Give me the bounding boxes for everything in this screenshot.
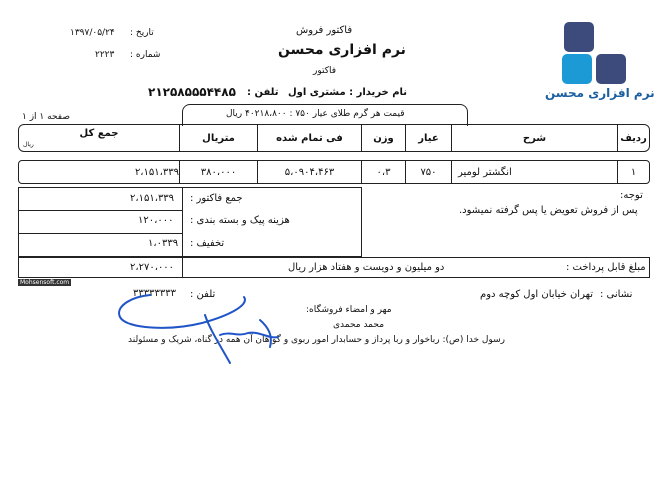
invoice-total-value: ۲،۱۵۱،۳۳۹ (130, 193, 175, 204)
cell-row: ۱ (617, 161, 649, 183)
summary-line-1 (18, 210, 183, 211)
cell-weight: ۰،۳ (361, 161, 405, 183)
attention-label: توجه: (620, 190, 643, 201)
attention-text: پس از فروش تعویض یا پس گرفته نمیشود. (459, 205, 638, 216)
cell-material: ۳۸۰،۰۰۰ (179, 161, 257, 183)
company-name: نرم افزاری محسن (278, 42, 406, 58)
logo-text: نرم افزاری محسن (545, 86, 655, 100)
buyer-phone-value: ۲۱۲۵۸۵۵۵۴۴۸۵ (148, 85, 236, 99)
gold-price-text: قیمت هر گرم طلای عیار ۷۵۰ : ۴۰۲۱۸،۸۰۰ ریال (226, 109, 405, 119)
col-row: ردیف (617, 125, 649, 151)
col-total-unit: ریال (23, 141, 34, 148)
cell-description: انگشتر لومیر (451, 161, 617, 183)
cell-unit-price: ۵،۰۹۰۴،۴۶۳ (257, 161, 361, 183)
col-material: متریال (179, 125, 257, 151)
summary-values-divider (182, 187, 183, 257)
buyer-name: نام خریدار : مشتری اول (288, 87, 408, 98)
invoice-total-label: جمع فاکتور : (190, 193, 243, 204)
discount-label: تخفیف : (190, 238, 225, 249)
packing-label: هزینه پیک و بسته بندی : (190, 215, 290, 226)
watermark: Mohsensoft.com (20, 279, 70, 286)
footer-phone-label: تلفن : (190, 289, 216, 300)
payable-divider (182, 257, 183, 278)
number-label: شماره : (130, 50, 161, 60)
page-number: صفحه ۱ از ۱ (22, 112, 70, 122)
logo-square-top-right (564, 22, 594, 52)
stamp-label: مهر و امضاء فروشگاه: (306, 305, 392, 315)
items-table-header (18, 124, 650, 152)
packing-value: ۱۲۰،۰۰۰ (138, 215, 174, 226)
date-value: ۱۳۹۷/۰۵/۲۴ (70, 28, 115, 38)
col-description: شرح (451, 125, 617, 151)
buyer-phone-label: تلفن : (247, 87, 279, 98)
date-label: تاریخ : (130, 28, 154, 38)
invoice-word: فاکتور (313, 66, 337, 76)
cell-karat: ۷۵۰ (405, 161, 451, 183)
logo-square-bottom-left (562, 54, 592, 84)
col-weight: وزن (361, 125, 405, 151)
signature-scribble (110, 285, 300, 370)
address-value: تهران خیابان اول کوچه دوم (480, 289, 593, 300)
discount-value: ۱،۰۳۳۹ (148, 238, 179, 249)
payable-words: دو میلیون و دویست و هفتاد هزار ریال (288, 262, 445, 273)
seller-name: محمد محمدی (333, 320, 385, 330)
address-label: نشانی : (600, 289, 633, 300)
hadith-text: رسول خدا (ص): رباخوار و ربا پرداز و حسابدار امور ربوی و گواهان آن همه در گناه، شریک و مسئولند (128, 335, 505, 345)
cell-total: ۲،۱۵۱،۳۳۹ (134, 166, 179, 178)
logo-square-bottom-right (596, 54, 626, 84)
col-total: جمع کل (79, 128, 119, 139)
number-value: ۲۲۲۳ (95, 50, 115, 60)
col-unit-price: فی تمام شده (257, 125, 361, 151)
col-karat: عیار (405, 125, 451, 151)
table-row (18, 160, 650, 184)
invoice-type: فاکتور فروش (296, 25, 353, 36)
payable-value: ۲،۲۷۰،۰۰۰ (130, 262, 175, 273)
footer-phone-value: ۳۳۳۳۳۳۳۳ (133, 288, 176, 299)
summary-line-2 (18, 233, 183, 234)
payable-label: مبلغ قابل پرداخت : (566, 262, 646, 273)
